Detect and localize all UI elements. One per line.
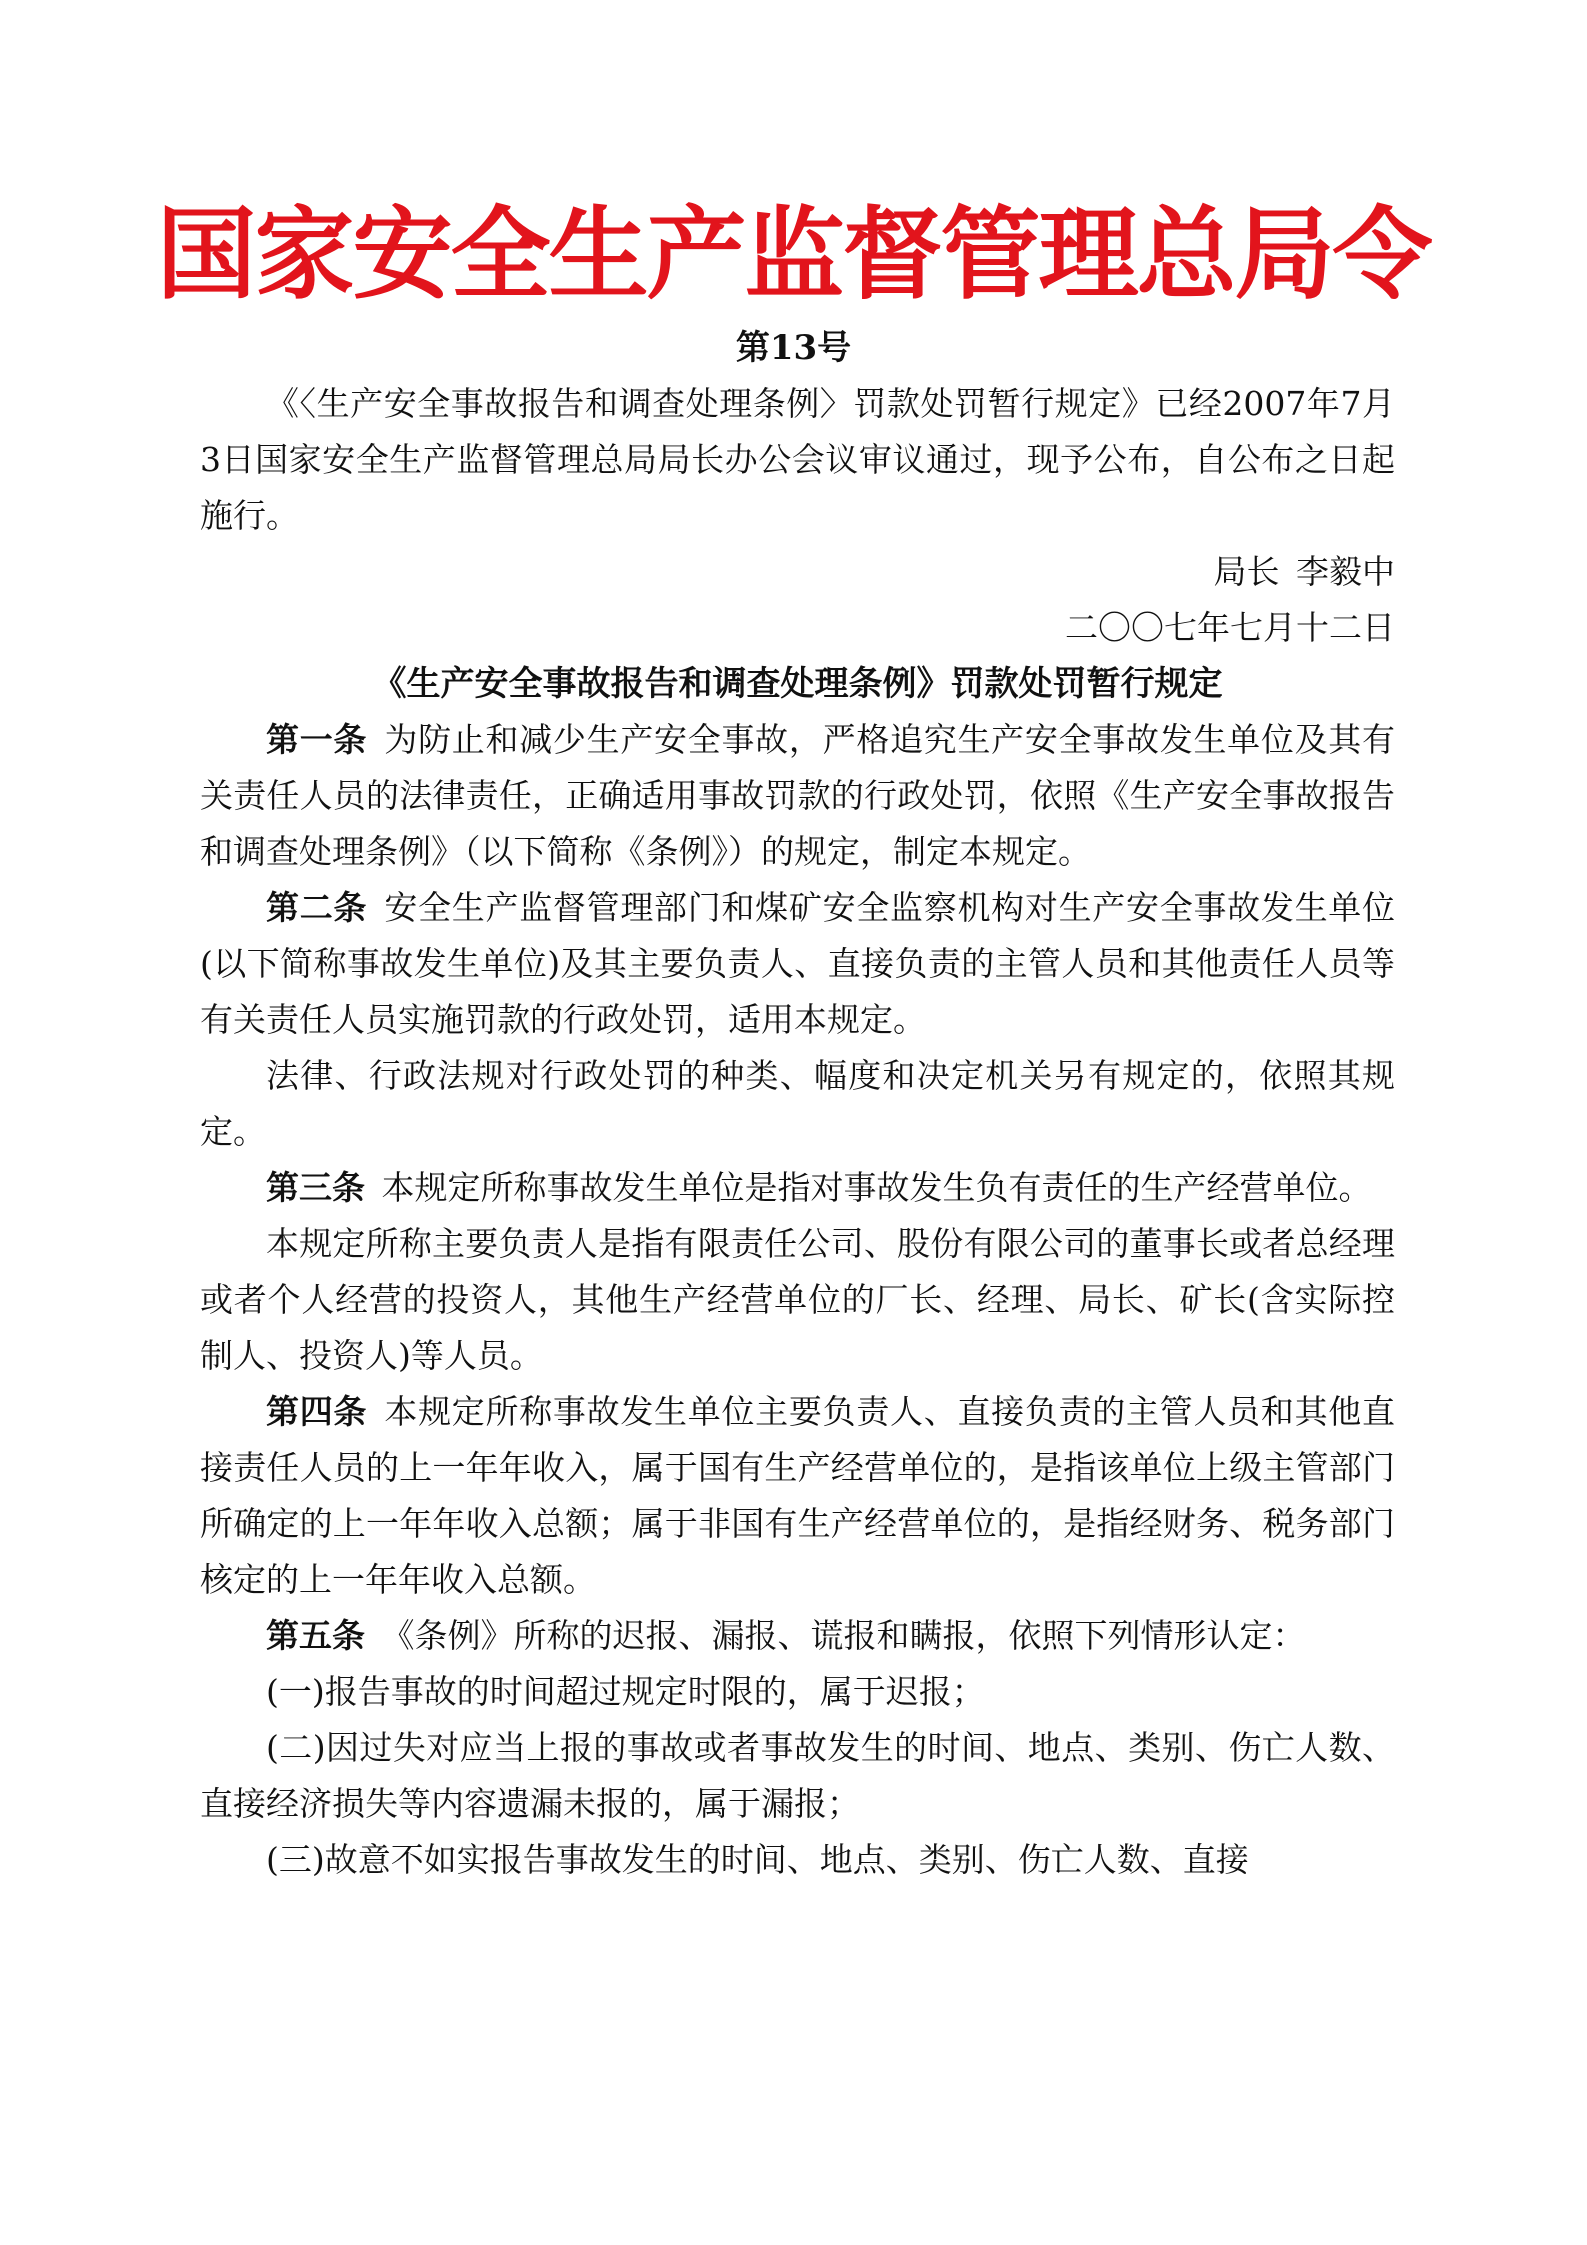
signer-title: 局长 — [1213, 552, 1280, 591]
article-text: (二)因过失对应当上报的事故或者事故发生的时间、地点、类别、伤亡人数、直接经济损失等内容遗漏未报的，属于漏报； — [200, 1728, 1395, 1823]
article-paragraph — [200, 1160, 1395, 1216]
article-paragraph — [200, 1608, 1395, 1664]
masthead-title: 国家安全生产监督管理总局令 — [156, 196, 1431, 313]
document-title: 《生产安全事故报告和调查处理条例》罚款处罚暂行规定 — [372, 664, 1223, 704]
signer-line — [200, 544, 1395, 600]
article-label: 第一条 — [266, 720, 368, 759]
article-text: 本规定所称事故发生单位主要负责人、直接负责的主管人员和其他直接责任人员的上一年年收入，属于国有生产经营单位的，是指该单位上级主管部门所确定的上一年年收入总额；属于非国有生产经营单位的，是指经财务、税务部门核定的上一年年收入总额。 — [200, 1392, 1396, 1599]
article-paragraph — [200, 1048, 1395, 1160]
article-text: 为防止和减少生产安全事故，严格追究生产安全事故发生单位及其有关责任人员的法律责任，正确适用事故罚款的行政处罚，依照《生产安全事故报告和调查处理条例》（以下简称《条例》）的规定，制定本规定。 — [200, 720, 1396, 871]
article-text: 《条例》所称的迟报、漏报、谎报和瞒报，依照下列情形认定： — [381, 1616, 1306, 1655]
preamble-paragraph: 《〈生产安全事故报告和调查处理条例〉罚款处罚暂行规定》已经2007年7月3日国家安全生产监督管理总局局长办公会议审议通过，现予公布，自公布之日起施行。 — [200, 384, 1395, 535]
article-paragraph — [200, 712, 1395, 880]
article-text: 本规定所称主要负责人是指有限责任公司、股份有限公司的董事长或者总经理或者个人经营的投资人，其他生产经营单位的厂长、经理、局长、矿长(含实际控制人、投资人)等人员。 — [200, 1224, 1395, 1375]
article-item — [200, 1832, 1395, 1888]
article-paragraph — [200, 880, 1395, 1048]
document-body — [200, 376, 1395, 1888]
article-label: 第五条 — [266, 1616, 365, 1655]
article-text: (一)报告事故的时间超过规定时限的，属于迟报； — [266, 1672, 985, 1711]
order-number: 第13号 — [735, 328, 852, 368]
article-text: (三)故意不如实报告事故发生的时间、地点、类别、伤亡人数、直接 — [266, 1840, 1249, 1879]
article-item — [200, 1720, 1395, 1832]
issue-date: 二〇〇七年七月十二日 — [1065, 608, 1395, 647]
article-label: 第四条 — [266, 1392, 368, 1431]
article-paragraph — [200, 1384, 1395, 1608]
article-item — [200, 1664, 1395, 1720]
article-label: 第二条 — [266, 888, 368, 927]
signer-name: 李毅中 — [1296, 552, 1395, 591]
article-paragraph — [200, 1216, 1395, 1384]
article-text: 本规定所称事故发生单位是指对事故发生负有责任的生产经营单位。 — [381, 1168, 1372, 1207]
article-text: 法律、行政法规对行政处罚的种类、幅度和决定机关另有规定的，依照其规定。 — [200, 1056, 1395, 1151]
article-text: 安全生产监督管理部门和煤矿安全监察机构对生产安全事故发生单位(以下简称事故发生单位)及其主要负责人、直接负责的主管人员和其他责任人员等有关责任人员实施罚款的行政处罚，适用本规定。 — [200, 888, 1396, 1039]
article-label: 第三条 — [266, 1168, 365, 1207]
